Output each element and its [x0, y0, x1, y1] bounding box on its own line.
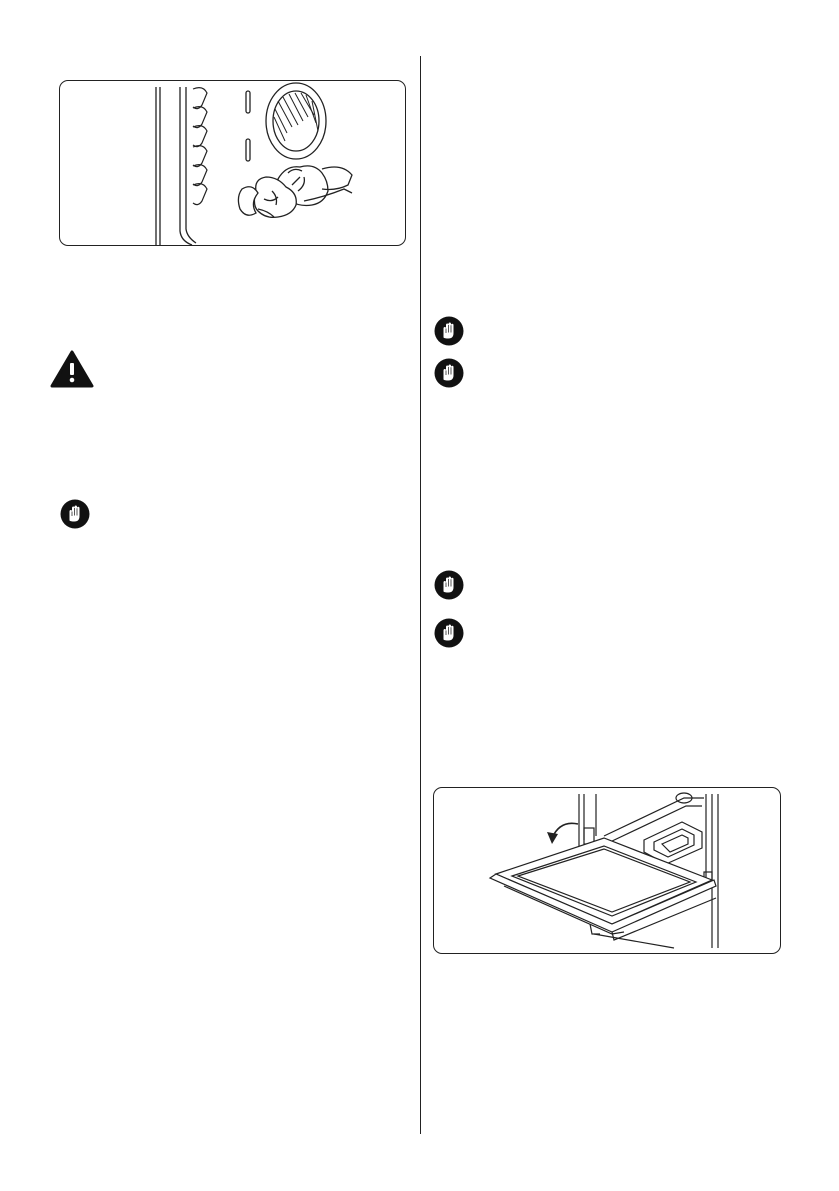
warning-triangle-icon: [50, 350, 94, 388]
stop-hand-icon: [60, 499, 90, 529]
cleaning-illustration: [59, 80, 406, 246]
stop-hand-icon: [434, 316, 464, 346]
stop-hand-icon: [434, 618, 464, 648]
stop-hand-icon: [434, 570, 464, 600]
stop-hand-icon: [434, 358, 464, 388]
column-divider: [420, 56, 421, 1134]
oven-door-illustration: [433, 787, 781, 954]
